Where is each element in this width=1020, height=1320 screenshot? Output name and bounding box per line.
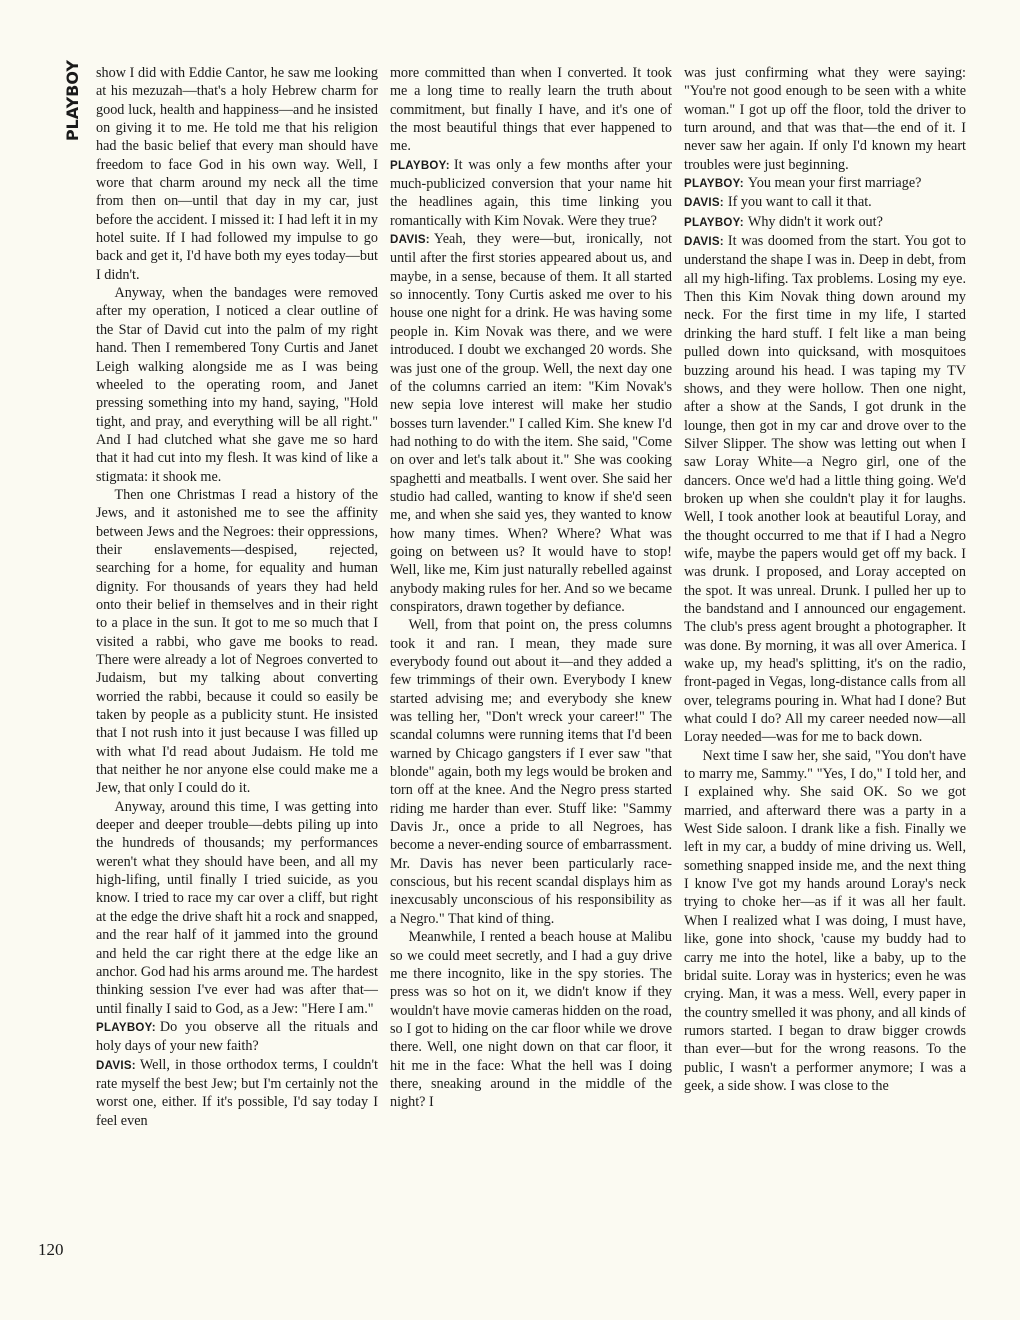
paragraph-text: was just confirming what they were saying: "You're not good enough to be seen with a white woman." I got up off the floor, told the driver to turn around, and that was that—the end of it. I never saw her again. If only I'd known my heart troubles were just beginning.: [684, 65, 966, 173]
speaker-label: DAVIS:: [96, 1059, 136, 1072]
masthead-text: PLAYBOY: [62, 60, 82, 142]
speaker-label: PLAYBOY:: [684, 178, 744, 191]
text-column-1: [96, 64, 378, 1130]
paragraph-text: Meanwhile, I rented a beach house at Malibu so we could meet secretly, and I had a guy drive me there incognito, like in the spy stories. The press was so hot on it, we didn't know if they wouldn't have movie cameras hidden on the road, so I got to hiding on the car floor while we drove there. Well, one night down on that car floor, it hit me in the face: What the hell was I doing there, sneaking around in the middle of the night? I: [390, 929, 672, 1111]
paragraph-text: It was doomed from the start. You got to understand the shape I was in. Deep in debt, from all my high-lifing. Tax problems. Losing my eye. Then this Kim Novak thing down around my neck. For the first time in my life, I started drinking the hard stuff. I felt like a man being pulled down into quicksand, with mosquitoes buzzing around his head. I was taping my TV shows, and they were hollow. Then one night, after a show at the Sands, I got drunk in the lounge, then got in my car and drove over to the Silver Slipper. The show was letting out when I saw Loray White—a Negro girl, one of the dancers. Once we'd had a little thing going. We'd broken up when she couldn't play it for laughs. Well, I took another look at beautiful Loray, and the thought occurred to me that if I had a Negro wife, maybe the papers would get off my back. I was drunk. I proposed, and Loray accepted on the spot. It was unreal. Drunk. I pulled her up to the bandstand and I announced our engagement. The club's press agent brought a photographer. It was done. By morning, it was all over America. I wake up, my head's splitting, it's on the radio, front-paged in Vegas, long-distance calls from all over, telegrams pouring in. What had I done? But what could I do? All my career needed now—all Loray needed—was for me to back down.: [684, 233, 966, 746]
paragraph: [96, 486, 378, 798]
paragraph: [390, 64, 672, 156]
paragraph-text: Well, from that point on, the press columns took it and ran. I mean, they made sure everybody found out about it—and they added a few trimmings of their own. Everybody I knew started advising me; and everybody she knew was telling her, "Don't wreck your career!" The scandal columns were running items that I'd been warned by Chicago gangsters if I ever saw "that blonde" again, both my legs would be broken and torn off at the knee. And the Negro press started riding me harder than ever. Stuff like: "Sammy Davis Jr., once a pride to all Negroes, has become a never-ending source of embarrassment. Mr. Davis has never been particularly race-conscious, but his recent scandal displays him as inexcusably unconscious of his responsibility as a Negro." That kind of thing.: [390, 617, 672, 927]
paragraph-text: Next time I saw her, she said, "You don't have to marry me, Sammy." "Yes, I do," I told her, and I explained why. She said OK. So we got married, and afterward there was a party in a West Side saloon. I drank like a fish. Finally we left in my car, a buddy of mine driving us. Well, something snapped inside me, and the next thing I know I've got my hands around Loray's neck trying to choke her—as if it was all her fault. When I realized what I was doing, I must have, like, gone into shock, 'cause my buddy had to carry me into the hotel, like a baby, up to the bridal suite. Loray was in hysterics; even he was crying. Man, it was a mess. Well, every paper in the country smelled it was phony, and all kinds of rumors started. I began to draw bigger crowds than ever—but for the wrong reasons. To the public, I wasn't a performer anymore; I was a geek, a side show. I was close to the: [684, 747, 966, 1094]
paragraph: [96, 64, 378, 284]
paragraph-text: Why didn't it work out?: [747, 213, 883, 230]
paragraph-text: You mean your first marriage?: [747, 175, 922, 192]
paragraph: [684, 193, 966, 212]
paragraph: [684, 747, 966, 1096]
paragraph-text: Anyway, around this time, I was getting into deeper and deeper trouble—debts piling up into the hundreds of thousands; my performances weren't what they should have been, and all my high-lifing, until finally I tried suicide, as you know. I tried to race my car over a cliff, but right at the edge the drive shaft hit a rock and snapped, and the rear half of it jammed into the ground and held the car right there at the edge like an anchor. God had his arms around me. The hardest thinking session I've ever had was after that—until finally I said to God, as a Jew: "Here I am.": [96, 798, 378, 1017]
paragraph-text: Yeah, they were—but, ironically, not until after the first stories appeared about us, and maybe, in a sense, because of them. It all started so innocently. Tony Curtis asked me over to his house one night for a drink. He was having some people in. Kim Novak was there, and we were introduced. I doubt we exchanged 20 words. She was just one of the group. Well, the next day one of the columns carried an item: "Kim Novak's new sepia love interest will make her studio bosses turn lavender." I called Kim. She knew I'd had nothing to do with the item. She said, "Come on over and let's talk about it." She was cooking spaghetti and meatballs. I went over. She said her studio had called, wanting to know if she'd seen me, and when she said yes, they wanted to know how many times. When? Where? What was going on between us? It would have to stop! Well, like me, Kim just naturally rebelled against anybody making rules for her. And so we became conspirators, drawn together by defiance.: [390, 231, 672, 615]
paragraph: [684, 64, 966, 174]
speaker-label: DAVIS:: [684, 236, 724, 249]
paragraph: [390, 230, 672, 616]
paragraph: [96, 1056, 378, 1130]
paragraph-text: Then one Christmas I read a history of the Jews, and it astonished me to see the affinity between Jews and the Negroes: their oppressions, their enslavements—despised, rejected, searching for a home, for equality and human dignity. For thousands of years they had held onto their belief in themselves and in their right to a place in the sun. It got to me so much that I visited a rabbi, who gave me books to read. There were already a lot of Negroes converted to Judaism, but my talking about converting worried the rabbi, because it could so easily be taken by people as a publicity stunt. He insisted that I not rush into it just because I was filled up with what I'd read about Judaism. He told me that neither he nor anyone else could make me a Jew, that only I could do it.: [96, 486, 378, 797]
paragraph-text: It was only a few months after your much-publicized conversion that your name hit the headlines again, this time linking you romantically with Kim Novak. Were they true?: [390, 156, 672, 229]
paragraph: [96, 798, 378, 1018]
speaker-label: PLAYBOY:: [390, 159, 450, 172]
paragraph-text: Well, in those orthodox terms, I couldn't rate myself the best Jew; but I'm certainly not the worst one, either. If it's possible, I'd say today I feel even: [96, 1056, 378, 1129]
paragraph: [96, 284, 378, 486]
paragraph-text: show I did with Eddie Cantor, he saw me looking at his mezuzah—that's a holy Hebrew charm for good luck, health and happiness—and he insisted on giving it to me. He told me that his religion had the basic belief that every man should have freedom to face God in his own way. Well, I wore that charm around my neck all the time from then on—until that day in my car, just before the accident. I missed it: I had left it in my hotel suite. If I had followed my impulse to go back and get it, I'd have both my eyes today—but I didn't.: [96, 65, 378, 283]
paragraph-text: If you want to call it that.: [727, 194, 872, 211]
paragraph-text: more committed than when I converted. It took me a long time to really learn the truth about commitment, but finally I have, and it's one of the most beautiful things that ever happened to me.: [390, 65, 672, 155]
speaker-label: PLAYBOY:: [684, 216, 744, 229]
paragraph: [684, 232, 966, 747]
speaker-label: DAVIS:: [684, 197, 724, 210]
paragraph: [390, 616, 672, 928]
masthead: [52, 60, 92, 141]
paragraph-text: Do you observe all the rituals and holy days of your new faith?: [96, 1018, 378, 1055]
paragraph: [96, 1018, 378, 1056]
paragraph: [684, 174, 966, 193]
paragraph: [390, 156, 672, 230]
speaker-label: PLAYBOY:: [96, 1021, 156, 1034]
page-number: 120: [38, 1240, 64, 1259]
text-column-3: [684, 64, 966, 1095]
paragraph: [390, 928, 672, 1111]
paragraph-text: Anyway, when the bandages were removed after my operation, I noticed a clear outline of the Star of David cut into the palm of my right hand. Then I remembered Tony Curtis and Janet Leigh walking alongside me as I was being wheeled to the operating room, and Janet pressing something into my hand, saying, "Hold tight, and pray, and everything will be all right." And I had clutched what she gave me so hard that it had cut into my flesh. It was kind of like a stigmata: it shook me.: [96, 285, 378, 485]
paragraph: [684, 213, 966, 232]
text-column-2: [390, 64, 672, 1112]
speaker-label: DAVIS:: [390, 234, 430, 247]
